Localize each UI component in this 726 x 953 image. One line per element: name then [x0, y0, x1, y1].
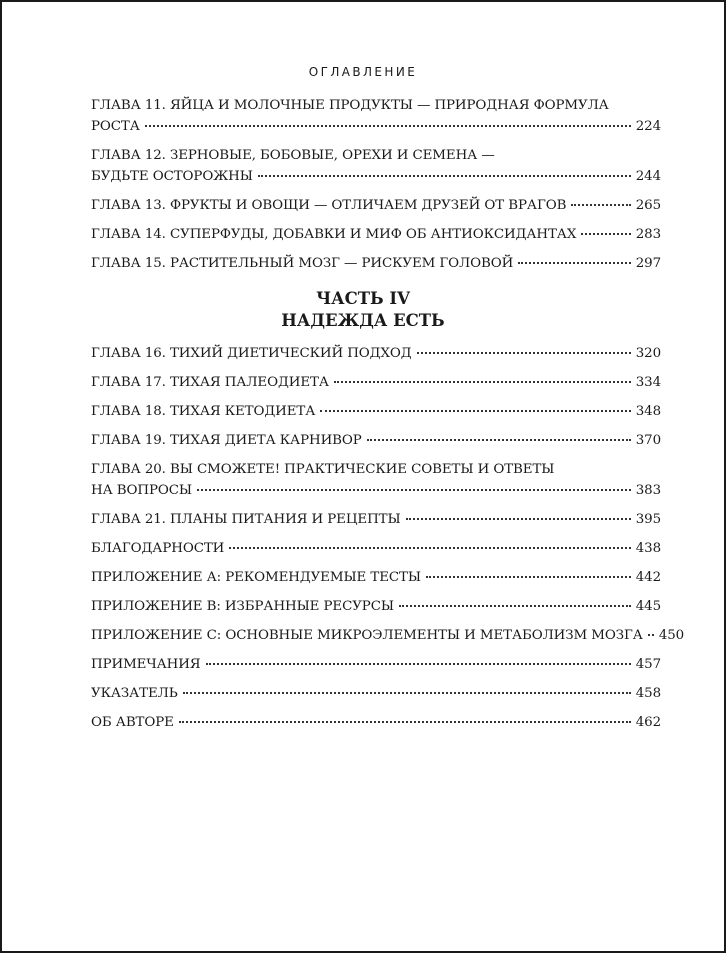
toc-entry [91, 372, 661, 393]
toc-entry-line [91, 224, 661, 245]
toc-entry-line [91, 683, 661, 704]
toc-entry-title: УКАЗАТЕЛЬ [91, 686, 178, 701]
toc-entry-title: ГЛАВА 16. ТИХИЙ ДИЕТИЧЕСКИЙ ПОДХОД [91, 346, 412, 361]
toc-entry-title: ГЛАВА 17. ТИХАЯ ПАЛЕОДИЕТА [91, 375, 329, 390]
toc-entry-title: ПРИЛОЖЕНИЕ C: ОСНОВНЫЕ МИКРОЭЛЕМЕНТЫ И МЕТАБОЛИЗМ МОЗГА [91, 628, 643, 643]
toc-entry-line [91, 538, 661, 559]
dot-leader [320, 410, 630, 412]
toc-entry-title: ПРИЛОЖЕНИЕ А: РЕКОМЕНДУЕМЫЕ ТЕСТЫ [91, 570, 421, 585]
dot-leader [648, 634, 654, 636]
toc-entry [91, 343, 661, 364]
dot-leader [581, 233, 630, 235]
toc-entry-line [91, 95, 661, 116]
toc-entry-line [91, 596, 661, 617]
dot-leader [145, 125, 631, 127]
toc-entry-title: ГЛАВА 21. ПЛАНЫ ПИТАНИЯ И РЕЦЕПТЫ [91, 512, 401, 527]
toc-entry-line [91, 625, 685, 646]
dot-leader [426, 576, 631, 578]
dot-leader [258, 175, 631, 177]
toc-entry-title: ГЛАВА 14. СУПЕРФУДЫ, ДОБАВКИ И МИФ ОБ АНТИОКСИДАНТАХ [91, 227, 577, 242]
toc-entry [91, 538, 661, 559]
toc-page-number: 462 [635, 715, 661, 730]
toc-page-number: 283 [635, 227, 661, 242]
dot-leader [399, 605, 631, 607]
toc-entry-line [91, 401, 661, 422]
part-number: ЧАСТЬ IV [316, 289, 410, 308]
toc-entry [91, 195, 661, 216]
toc-page-number: 457 [635, 657, 661, 672]
toc-entry-line [91, 372, 661, 393]
toc-entry-title: ГЛАВА 18. ТИХАЯ КЕТОДИЕТА [91, 404, 316, 419]
dot-leader [334, 381, 631, 383]
toc-page-number: 297 [635, 256, 661, 271]
toc-page-number: 458 [635, 686, 661, 701]
toc-entry-line [91, 145, 661, 166]
toc-page-number: 224 [635, 119, 661, 134]
toc-page-number: 438 [635, 541, 661, 556]
toc-entry-title: ГЛАВА 20. ВЫ СМОЖЕТЕ! ПРАКТИЧЕСКИЕ СОВЕТЫ И ОТВЕТЫ [91, 462, 555, 477]
toc-entry-line [91, 195, 661, 216]
toc-entry-title: ГЛАВА 12. ЗЕРНОВЫЕ, БОБОВЫЕ, ОРЕХИ И СЕМЕНА — [91, 148, 495, 163]
toc-page-number: 370 [635, 433, 661, 448]
toc-page-number: 395 [635, 512, 661, 527]
toc-entry-line [91, 459, 661, 480]
toc-page-number: 445 [635, 599, 661, 614]
toc-entry [91, 625, 685, 646]
toc-page-number: 442 [635, 570, 661, 585]
toc-entry-title: НА ВОПРОСЫ [91, 483, 192, 498]
toc-entry [91, 224, 661, 245]
toc-entry [91, 509, 661, 530]
toc-entry-line [91, 343, 661, 364]
toc-entry [91, 683, 661, 704]
toc-entry-title: ОБ АВТОРЕ [91, 715, 174, 730]
dot-leader [229, 547, 630, 549]
dot-leader [179, 721, 631, 723]
dot-leader [417, 352, 631, 354]
running-head: ОГЛАВЛЕНИЕ [308, 65, 418, 79]
dot-leader [183, 692, 631, 694]
toc-page-number: 383 [635, 483, 661, 498]
dot-leader [571, 204, 630, 206]
toc-entry-title: ГЛАВА 13. ФРУКТЫ И ОВОЩИ — ОТЛИЧАЕМ ДРУЗЕЙ ОТ ВРАГОВ [91, 198, 567, 213]
toc-entry-line [91, 509, 661, 530]
toc-entry-line [91, 166, 661, 187]
toc-entry-line [91, 480, 661, 501]
toc-entry [91, 712, 661, 733]
dot-leader [406, 518, 631, 520]
toc-list-before-part [91, 95, 661, 282]
toc-page-number: 348 [635, 404, 661, 419]
toc-page-number: 320 [635, 346, 661, 361]
toc-entry [91, 253, 661, 274]
toc-entry [91, 654, 661, 675]
toc-page-number: 265 [635, 198, 661, 213]
toc-page-number: 244 [635, 169, 661, 184]
toc-entry-title: РОСТА [91, 119, 140, 134]
toc-entry [91, 145, 661, 187]
toc-entry-line [91, 654, 661, 675]
toc-entry [91, 430, 661, 451]
dot-leader [367, 439, 631, 441]
toc-entry-title: ПРИМЕЧАНИЯ [91, 657, 201, 672]
toc-entry-title: БЛАГОДАРНОСТИ [91, 541, 225, 556]
toc-entry [91, 459, 661, 501]
part-heading [2, 288, 724, 332]
toc-entry [91, 401, 661, 422]
dot-leader [197, 489, 631, 491]
toc-entry-title: ПРИЛОЖЕНИЕ B: ИЗБРАННЫЕ РЕСУРСЫ [91, 599, 394, 614]
toc-entry [91, 95, 661, 137]
toc-list-after-part [91, 343, 685, 741]
toc-entry-line [91, 253, 661, 274]
toc-page-number: 334 [635, 375, 661, 390]
dot-leader [518, 262, 631, 264]
dot-leader [206, 663, 631, 665]
toc-entry-title: БУДЬТЕ ОСТОРОЖНЫ [91, 169, 253, 184]
toc-entry-line [91, 567, 661, 588]
toc-entry-line [91, 712, 661, 733]
toc-entry-line [91, 116, 661, 137]
toc-page-number: 450 [658, 628, 685, 643]
toc-entry-line [91, 430, 661, 451]
toc-entry [91, 567, 661, 588]
toc-entry [91, 596, 661, 617]
toc-entry-title: ГЛАВА 11. ЯЙЦА И МОЛОЧНЫЕ ПРОДУКТЫ — ПРИРОДНАЯ ФОРМУЛА [91, 98, 609, 113]
toc-entry-title: ГЛАВА 19. ТИХАЯ ДИЕТА КАРНИВОР [91, 433, 362, 448]
toc-entry-title: ГЛАВА 15. РАСТИТЕЛЬНЫЙ МОЗГ — РИСКУЕМ ГОЛОВОЙ [91, 256, 514, 271]
part-title: НАДЕЖДА ЕСТЬ [281, 311, 445, 330]
